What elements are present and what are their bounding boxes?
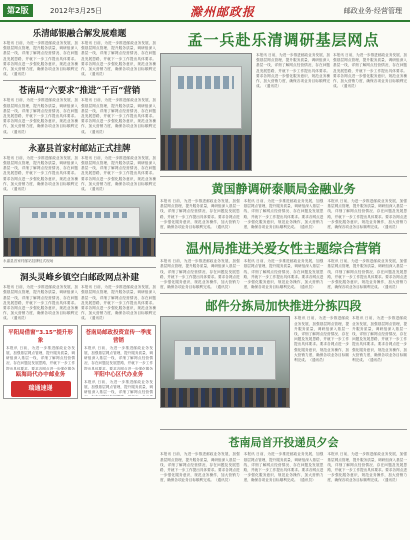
page-number-badge: 第2版 (3, 4, 33, 17)
text-columns (256, 53, 407, 89)
divider (160, 176, 407, 177)
article-body (160, 452, 407, 483)
article-title: 永嘉县首家村邮站正式挂牌 (28, 143, 131, 154)
ad-text: 本报讯 日前，为进一步推进邮政业务发展，加强基层网点管理，提升服务质量，调研组深入基层一线，详细了解网点经营情 (84, 379, 153, 395)
article-body (160, 199, 407, 230)
news-photo (3, 195, 156, 257)
divider (160, 429, 407, 430)
building-image (19, 207, 140, 237)
ad-title: 苍南局邮政投资宣传一季度营销 (85, 329, 152, 344)
article-text: 本报讯 日前，为进一步推进邮政业务发展，加强基层网点管理，提升服务质量，调研组深入基层一线，详细了解网点经营情况、存在问题及发展思路，并就下一步工作提出具体要求。要求各网点进一步强化服务意识，规范业务操作，加大营销力度，确保各项业务目标顺利完成。（通讯员） (81, 285, 156, 321)
divider (3, 80, 156, 81)
article-body (3, 98, 156, 134)
ad-box (81, 325, 156, 399)
article-text: 本报讯 日前，为进一步推进邮政业务发展，加强基层网点管理，提升服务质量，调研组深入基层一线，详细了解网点经营情况、存在问题及发展思路，并就下一步工作提出具体要求。要求各网点进一步强化服务意识，规范业务操作，加大营销力度，确保各项业务目标顺利完成。（通讯员） (327, 199, 408, 230)
article-text: 本报讯 日前，为进一步推进邮政业务发展，加强基层网点管理，提升服务质量，调研组深入基层一线，详细了解网点经营情况、存在问题及发展思路，并就下一步工作提出具体要求。要求各网点进一步强化服务意识，规范业务操作，加大营销力度，确保各项业务目标顺利完成。（通讯员） (160, 259, 240, 290)
sorting-photo (160, 316, 290, 408)
divider (3, 267, 156, 268)
article-text: 本报讯 日前，为进一步推进邮政业务发展，加强基层网点管理，提升服务质量，调研组深入基层一线，详细了解网点经营情况、存在问题及发展思路，并就下一步工作提出具体要求。要求各网点进一步强化服务意识，规范业务操作，加大营销力度，确保各项业务目标顺利完成。（通讯员） (352, 316, 407, 363)
photo-wrap (160, 316, 290, 426)
article-body (160, 259, 407, 290)
ad-title: 平阳中心区代办业务 (93, 371, 144, 378)
article-with-photo (160, 316, 407, 426)
article-title: 乐清邮银融合解发展难题 (32, 29, 127, 39)
divider (160, 233, 407, 234)
divider (160, 293, 407, 294)
ad-boxes (3, 325, 156, 399)
right-column (160, 25, 407, 537)
people-image (161, 135, 251, 170)
ad-text: 本报讯 日前，为进一步推进邮政业务发展，加强基层网点管理，提升服务质量，调研组深入基层一线，详细了解网点经营情况、存在问题及发展思路，并就下一步工作提出具体要求。要求各网点进一步强化服务 (6, 345, 75, 370)
article-body (256, 53, 407, 173)
page-header (0, 0, 410, 22)
article-text: 本报讯 日前，为进一步推进邮政业务发展，加强基层网点管理，提升服务质量，调研组深入基层一线，详细了解网点经营情况、存在问题及发展思路，并就下一步工作提出具体要求。要求各网点进一步强化服务意识，规范业务操作，加大营销力度，确保各项业务目标顺利完成。（通讯员） (3, 285, 78, 321)
lead-headline: 孟一兵赴乐清调研基层网点 (187, 31, 380, 49)
article-text: 本报讯 日前，为进一步推进邮政业务发展，加强基层网点管理，提升服务质量，调研组深入基层一线，详细了解网点经营情况、存在问题及发展思路，并就下一步工作提出具体要求。要求各网点进一步强化服务意识，规范业务操作，加大营销力度，确保各项业务目标顺利完成。（通讯员） (243, 452, 324, 483)
article-text: 本报讯 日前，为进一步推进邮政业务发展，加强基层网点管理，提升服务质量，调研组深入基层一线，详细了解网点经营情况、存在问题及发展思路，并就下一步工作提出具体要求。要求各网点进一步强化服务意识，规范业务操作，加大营销力度，确保各项业务目标顺利完成。（通讯员） (81, 155, 156, 192)
article-text: 本报讯 日前，为进一步推进邮政业务发展，加强基层网点管理，提升服务质量，调研组深入基层一线，详细了解网点经营情况、存在问题及发展思路，并就下一步工作提出具体要求。要求各网点进一步强化服务意识，规范业务操作，加大营销力度，确保各项业务目标顺利完成。（通讯员） (327, 452, 408, 483)
article-text: 本报讯 日前，为进一步推进邮政业务发展，加强基层网点管理，提升服务质量，调研组深入基层一线，详细了解网点经营情况、存在问题及发展思路，并就下一步工作提出具体要求。要求各网点进一步强化服务意识，规范业务操作，加大营销力度，确保各项业务目标顺利完成。（通讯员） (81, 98, 156, 134)
article-text: 本报讯 日前，为进一步推进邮政业务发展，加强基层网点管理，提升服务质量，调研组深入基层一线，详细了解网点经营情况、存在问题及发展思路，并就下一步工作提出具体要求。要求各网点进一步强化服务意识，规范业务操作，加大营销力度，确保各项业务目标顺利完成。（通讯员） (3, 98, 78, 134)
article-text: 本报讯 日前，为进一步推进邮政业务发展，加强基层网点管理，提升服务质量，调研组深入基层一线，详细了解网点经营情况、存在问题及发展思路，并就下一步工作提出具体要求。要求各网点进一步强化服务意识，规范业务操作，加大营销力度，确保各项业务目标顺利完成。（通讯员） (333, 53, 407, 89)
express-logo: 瑞通速递 (11, 381, 71, 397)
lead-article (160, 53, 407, 173)
article-title: 黄国静调研泰顺局金融业务 (211, 182, 356, 196)
ad-title: 平阳局借窗“3.15”提升形象 (8, 329, 73, 344)
ad-box (3, 325, 78, 399)
equipment-image (174, 340, 276, 381)
ad-text: 本报讯 日前，为进一步推进邮政业务发展，加强基层网点管理，提升服务质量，调研组深入基层一线，详细了解网点经营情况、存在问题及发展思路，并就下一步工作提出具体要求。要求各网点进一步强化服务 (84, 345, 153, 370)
article-title: 苍南局“六要求”推进“千百”营销 (18, 86, 141, 97)
article-text: 本报讯 日前，为进一步推进邮政业务发展，加强基层网点管理，提升服务质量，调研组深入基层一线，详细了解网点经营情况、存在问题及发展思路，并就下一步工作提出具体要求。要求各网点进一步强化服务意识，规范业务操作，加大营销力度，确保各项业务目标顺利完成。（通讯员） (81, 41, 156, 77)
photo-caption: 永嘉县首家村邮站挂牌仪式现场 (3, 259, 54, 264)
article-text: 本报讯 日前，为进一步推进邮政业务发展，加强基层网点管理，提升服务质量，调研组深入基层一线，详细了解网点经营情况、存在问题及发展思路，并就下一步工作提出具体要求。要求各网点进一步强化服务意识，规范业务操作，加大营销力度，确保各项业务目标顺利完成。（通讯员） (3, 41, 78, 77)
article-body (3, 156, 156, 192)
article-text: 本报讯 日前，为进一步推进邮政业务发展，加强基层网点管理，提升服务质量，调研组深入基层一线，详细了解网点经营情况、存在问题及发展思路，并就下一步工作提出具体要求。要求各网点进一步强化服务意识，规范业务操作，加大营销力度，确保各项业务目标顺利完成。（通讯员） (327, 259, 408, 290)
article-text: 本报讯 日前，为进一步推进邮政业务发展，加强基层网点管理，提升服务质量，调研组深入基层一线，详细了解网点经营情况、存在问题及发展思路，并就下一步工作提出具体要求。要求各网点进一步强化服务意识，规范业务操作，加大营销力度，确保各项业务目标顺利完成。（通讯员） (243, 199, 324, 230)
article-body (3, 41, 156, 77)
lead-photo (160, 53, 252, 171)
section-name: 邮政业务·经营管理 (343, 7, 402, 15)
article-text: 本报讯 日前，为进一步推进邮政业务发展，加强基层网点管理，提升服务质量，调研组深入基层一线，详细了解网点经营情况、存在问题及发展思路，并就下一步工作提出具体要求。要求各网点进一步强化服务意识，规范业务操作，加大营销力度，确保各项业务目标顺利完成。（通讯员） (160, 452, 240, 483)
issue-date: 2012年3月25日 (50, 7, 103, 15)
article-body (294, 316, 407, 426)
article-text: 本报讯 日前，为进一步推进邮政业务发展，加强基层网点管理，提升服务质量，调研组深入基层一线，详细了解网点经营情况、存在问题及发展思路，并就下一步工作提出具体要求。要求各网点进一步强化服务意识，规范业务操作，加大营销力度，确保各项业务目标顺利完成。（通讯员） (3, 155, 78, 192)
article-body (3, 285, 156, 321)
article-title: 温州局推进关爱女性主题综合营销 (185, 242, 381, 258)
workers-image (161, 388, 289, 408)
building-image (170, 66, 242, 130)
left-column (3, 25, 156, 537)
divider (3, 138, 156, 139)
newspaper-logo: 滁州邮政报 (190, 5, 256, 19)
article-text: 本报讯 日前，为进一步推进邮政业务发展，加强基层网点管理，提升服务质量，调研组深入基层一线，详细了解网点经营情况、存在问题及发展思路，并就下一步工作提出具体要求。要求各网点进一步强化服务意识，规范业务操作，加大营销力度，确保各项业务目标顺利完成。（通讯员） (294, 316, 349, 363)
article-title: 邮件分拣局加快推进分拣四段 (205, 299, 362, 314)
crowd-image (4, 238, 155, 256)
article-title: 洞头灵峰乡镇空白邮政网点补建 (19, 273, 139, 284)
article-title: 苍南局首开投递员夕会 (228, 436, 339, 450)
text-columns (294, 316, 407, 363)
article-text: 本报讯 日前，为进一步推进邮政业务发展，加强基层网点管理，提升服务质量，调研组深入基层一线，详细了解网点经营情况、存在问题及发展思路，并就下一步工作提出具体要求。要求各网点进一步强化服务意识，规范业务操作，加大营销力度，确保各项业务目标顺利完成。（通讯员） (160, 199, 240, 230)
ad-title: 瓯海局代办中邮业务 (15, 371, 66, 378)
article-text: 本报讯 日前，为进一步推进邮政业务发展，加强基层网点管理，提升服务质量，调研组深入基层一线，详细了解网点经营情况、存在问题及发展思路，并就下一步工作提出具体要求。要求各网点进一步强化服务意识，规范业务操作，加大营销力度，确保各项业务目标顺利完成。（通讯员） (243, 259, 324, 290)
article-text: 本报讯 日前，为进一步推进邮政业务发展，加强基层网点管理，提升服务质量，调研组深入基层一线，详细了解网点经营情况、存在问题及发展思路，并就下一步工作提出具体要求。要求各网点进一步强化服务意识，规范业务操作，加大营销力度，确保各项业务目标顺利完成。（通讯员） (256, 53, 330, 89)
